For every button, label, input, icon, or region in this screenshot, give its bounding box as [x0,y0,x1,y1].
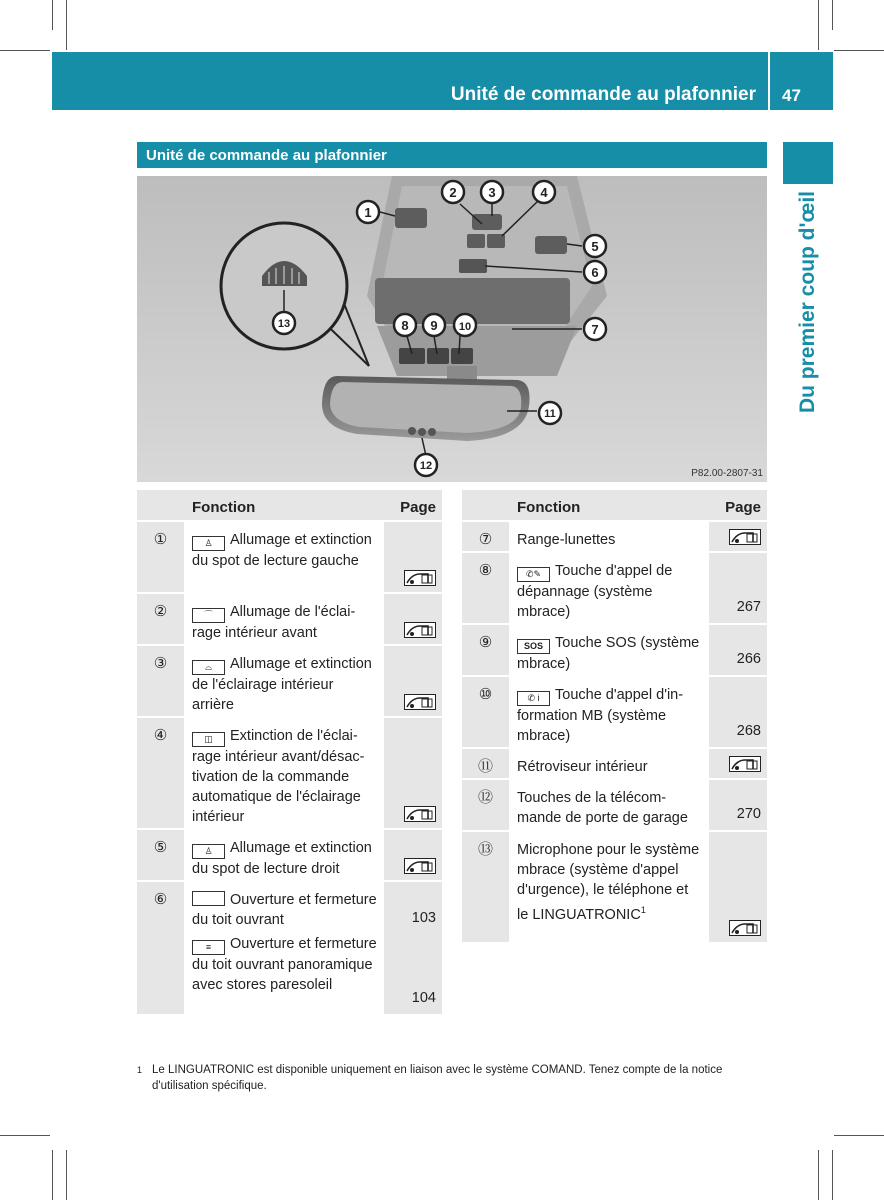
row-function [509,553,709,623]
page-header-title: Unité de commande au plafonnier [450,84,756,105]
row-function [509,832,709,942]
page-number: 47 [782,86,801,105]
row-function [184,646,384,716]
row-page [384,594,442,644]
table-header-row [137,490,442,522]
table-header-row [462,490,767,522]
table-row [137,830,442,882]
crop-mark [834,50,884,51]
row-text: Microphone pour le système mbrace (système d'appel d'urgence), le téléphone et le LINGUATRONIC [517,842,700,923]
row-number: ① [137,522,184,592]
crop-mark [52,0,53,30]
row-text: Allumage et extinction du spot de lecture droit [192,840,372,877]
car-reference-icon [729,529,761,545]
row-text-2: Ouverture et fermeture du toit ouvrant panoramique avec stores paresoleil [192,936,377,993]
sunroof-icon [192,891,225,906]
function-table-right [462,490,767,944]
row-text: Ouverture et fermeture du toit ouvrant [192,892,377,928]
svg-text:2: 2 [449,185,457,200]
interior-light-off-icon: ◫ [192,732,225,747]
row-page [709,749,767,778]
row-number: ⑬ [462,832,509,942]
page-ref: 268 [709,677,767,747]
row-text: Extinction de l'éclairage intérieur avant/désactivation de la commande automatique de l'éclairage intérieur [192,728,365,825]
table-row [462,749,767,780]
row-number: ⑪ [462,749,509,778]
row-text: Allumage de l'éclairage intérieur avant [192,604,356,641]
side-tab-label: Du premier coup d'œil [796,191,819,414]
row-page [384,646,442,716]
breakdown-call-icon: ✆✎ [517,567,550,582]
svg-text:3: 3 [488,185,496,200]
crop-mark [818,0,819,50]
car-reference-icon [404,570,436,586]
crop-mark [66,1150,67,1200]
section-title: Unité de commande au plafonnier [146,147,387,164]
car-reference-icon [404,858,436,874]
crop-mark [834,1135,884,1136]
row-number: ② [137,594,184,644]
crop-mark [66,0,67,50]
table-row [462,780,767,832]
row-number: ⑨ [462,625,509,675]
car-reference-icon [729,756,761,772]
row-number: ⑩ [462,677,509,747]
table-row [137,718,442,830]
row-number: ⑤ [137,830,184,880]
table-row [462,522,767,553]
svg-text:8: 8 [401,318,409,333]
row-text: Range-lunettes [509,522,709,551]
svg-text:12: 12 [419,460,433,472]
row-page [384,522,442,592]
svg-text:7: 7 [591,322,599,337]
row-function [184,522,384,592]
table-row [137,594,442,646]
info-call-icon: ✆ i [517,691,550,706]
row-function [509,677,709,747]
header-page: Page [384,490,442,520]
row-page [384,882,442,1014]
header-function: Fonction [184,490,384,520]
crop-mark [832,1150,833,1200]
header-band [52,52,768,110]
row-subentry [192,934,378,995]
sos-icon [517,639,550,654]
row-number: ⑥ [137,882,184,1014]
page-ref: 103 [411,910,436,926]
row-text: Allumage et extinction du spot de lecture gauche [192,532,372,569]
footnote [137,1062,757,1094]
front-interior-light-icon: ⌒ [192,608,225,623]
row-function [184,830,384,880]
header-number-cell [137,490,184,520]
row-function [184,594,384,644]
row-text: Touches de la télécommande de porte de garage [509,780,709,830]
footnote-mark: 1 [137,1065,143,1075]
table-row [462,677,767,749]
footnote-ref: 1 [640,905,646,915]
car-reference-icon [729,920,761,936]
panoramic-roof-icon: ≡ [192,940,225,955]
row-text: Rétroviseur intérieur [509,749,709,778]
svg-text:9: 9 [430,318,438,333]
crop-mark [52,1150,53,1200]
svg-text:6: 6 [591,265,599,280]
svg-text:5: 5 [591,239,599,254]
overhead-control-panel-figure [137,176,767,482]
section-bar [137,142,767,168]
table-row [462,553,767,625]
table-row [137,522,442,594]
row-text: Touche d'appel de dépannage (système mbrace) [517,563,673,620]
row-page [709,832,767,942]
row-number: ⑫ [462,780,509,830]
crop-mark [832,0,833,30]
car-reference-icon [404,806,436,822]
crop-mark [0,50,50,51]
svg-text:10: 10 [458,321,472,333]
row-function [184,718,384,828]
header-function: Fonction [509,490,709,520]
car-reference-icon [404,622,436,638]
function-table-left [137,490,442,1016]
row-page [709,522,767,551]
page-number-box [770,52,833,110]
row-text: Touche SOS (système mbrace) [517,635,700,672]
figure-code: P82.00-2807-31 [691,468,763,479]
reading-lamp-icon: ♙ [192,536,225,551]
svg-text:13: 13 [277,318,291,330]
row-function [509,625,709,675]
row-number: ⑦ [462,522,509,551]
table-row [137,646,442,718]
page-ref: 270 [709,780,767,830]
page-ref: 267 [709,553,767,623]
rear-interior-light-icon: ⌓ [192,660,225,675]
sos-icon-label: SOS [523,641,543,651]
row-number: ⑧ [462,553,509,623]
header-page: Page [709,490,767,520]
row-text: Allumage et extinction de l'éclairage intérieur arrière [192,656,372,713]
car-reference-icon [404,694,436,710]
svg-text:1: 1 [364,205,372,220]
table-row [137,882,442,1016]
row-number: ④ [137,718,184,828]
svg-text:11: 11 [544,408,556,420]
page-ref: 104 [411,990,436,1006]
header-number-cell [462,490,509,520]
table-row [462,832,767,944]
row-function [184,882,384,1014]
row-page [384,718,442,828]
table-row [462,625,767,677]
row-page [384,830,442,880]
svg-text:4: 4 [540,185,548,200]
footnote-text: Le LINGUATRONIC est disponible uniquement en liaison avec le système COMAND. Tenez compte de la notice d'utilisation spécifique. [152,1064,723,1092]
page-ref: 266 [709,625,767,675]
crop-mark [818,1150,819,1200]
reading-lamp-icon: ♙ [192,844,225,859]
row-number: ③ [137,646,184,716]
row-text: Touche d'appel d'information MB (système mbrace) [517,687,684,744]
figure-illustration [137,176,767,482]
crop-mark [0,1135,50,1136]
